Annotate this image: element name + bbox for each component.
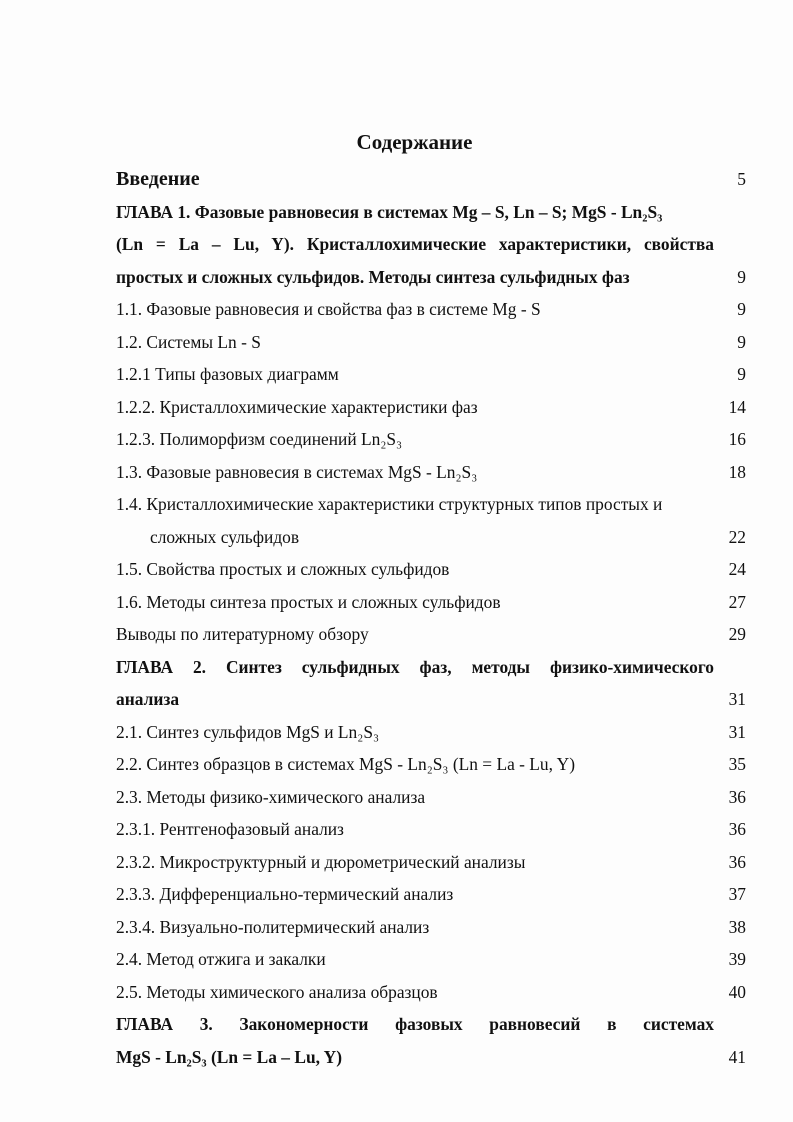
toc-entry <box>116 943 746 976</box>
toc-entry-title: 2.3.2. Микроструктурный и дюрометрический анализы <box>116 851 526 872</box>
toc-entry-title: 1.2.3. Полиморфизм соединений Ln₂S₃ <box>116 429 403 449</box>
toc-entry-page-number: 14 <box>728 396 746 417</box>
toc-entry-page-number: 37 <box>728 884 746 904</box>
toc-entry <box>116 358 746 391</box>
toc-entry <box>116 456 746 489</box>
toc-entry-title: 1.3. Фазовые равновесия в системах MgS - Ln₂S₃ <box>116 461 478 482</box>
toc-entry-title: 1.2. Системы Ln - S <box>116 331 261 352</box>
toc-entry-title: 2.3.1. Рентгенофазовый анализ <box>116 819 344 839</box>
toc-entry-title: MgS - Ln₂S₃ (Ln = La – Lu, Y) <box>116 1046 343 1067</box>
toc-entry-title: 2.4. Метод отжига и закалки <box>116 949 326 969</box>
toc-entry <box>116 683 746 716</box>
table-of-contents <box>116 163 746 1073</box>
toc-entry-page-number: 9 <box>737 364 746 384</box>
toc-entry-page-number: 40 <box>728 981 746 1002</box>
toc-entry-page-number: 35 <box>728 754 746 774</box>
toc-entry-title: 2.3.3. Дифференциально-термический анализ <box>116 884 454 904</box>
toc-entry-title: анализа <box>116 689 180 709</box>
toc-entry-page-number: 5 <box>737 169 746 189</box>
toc-entry <box>116 586 746 619</box>
toc-entry-page-number: 9 <box>737 299 746 319</box>
toc-entry <box>116 326 746 359</box>
toc-entry <box>116 651 746 684</box>
toc-entry-title: ГЛАВА 1. Фазовые равновесия в системах Mg – S, Ln – S; MgS - Ln₂S₃ <box>116 201 663 222</box>
toc-entry-page-number: 39 <box>728 949 746 969</box>
toc-entry <box>116 1008 746 1041</box>
toc-entry <box>116 423 746 456</box>
toc-entry-page-number: 9 <box>737 331 746 352</box>
toc-entry-page-number: 18 <box>728 461 746 482</box>
toc-entry-title: 1.2.2. Кристаллохимические характеристики фаз <box>116 396 478 417</box>
toc-entry-page-number: 31 <box>728 721 746 742</box>
toc-entry-title: 1.5. Свойства простых и сложных сульфидов <box>116 559 450 579</box>
toc-entry-title: 2.2. Синтез образцов в системах MgS - Ln₂S₃ (Ln = La - Lu, Y) <box>116 754 575 774</box>
toc-entry-page-number: 29 <box>728 624 746 644</box>
toc-entry <box>116 163 746 196</box>
toc-entry <box>116 911 746 944</box>
toc-entry <box>116 1041 746 1074</box>
toc-entry-title: Введение <box>116 168 200 190</box>
toc-entry <box>116 878 746 911</box>
toc-entry-page-number: 36 <box>728 851 746 872</box>
page-title: Содержание <box>356 130 473 154</box>
toc-entry-title: простых и сложных сульфидов. Методы синтеза сульфидных фаз <box>116 266 630 287</box>
toc-entry-page-number: 27 <box>728 591 746 612</box>
toc-entry <box>116 293 746 326</box>
toc-entry-page-number: 31 <box>728 689 746 709</box>
toc-entry-title: 1.6. Методы синтеза простых и сложных сульфидов <box>116 591 501 612</box>
toc-entry-title: 2.3.4. Визуально-политермический анализ <box>116 916 430 937</box>
toc-entry <box>116 618 746 651</box>
toc-entry-title: 2.3. Методы физико-химического анализа <box>116 786 426 807</box>
toc-entry-title: 1.1. Фазовые равновесия и свойства фаз в системе Mg - S <box>116 299 541 319</box>
toc-entry-title: Выводы по литературному обзору <box>116 624 369 644</box>
toc-entry <box>116 553 746 586</box>
toc-entry <box>116 846 746 879</box>
toc-entry-title: 1.4. Кристаллохимические характеристики структурных типов простых и <box>116 494 663 514</box>
toc-entry <box>116 488 746 521</box>
toc-entry-page-number: 22 <box>728 526 746 547</box>
toc-entry-title: (Ln = La – Lu, Y). Кристаллохимические характеристики, свойства <box>116 234 714 254</box>
toc-entry-title: 2.1. Синтез сульфидов MgS и Ln₂S₃ <box>116 721 380 742</box>
toc-entry-page-number: 36 <box>728 786 746 807</box>
toc-entry <box>116 521 746 554</box>
toc-entry-title: 2.5. Методы химического анализа образцов <box>116 981 438 1002</box>
toc-entry <box>116 196 746 229</box>
toc-entry <box>116 391 746 424</box>
toc-entry-page-number: 38 <box>728 916 746 937</box>
toc-entry-title: ГЛАВА 2. Синтез сульфидных фаз, методы физико-химического <box>116 656 714 677</box>
toc-entry-title: 1.2.1 Типы фазовых диаграмм <box>116 364 339 384</box>
toc-entry <box>116 813 746 846</box>
toc-entry <box>116 716 746 749</box>
toc-entry-title: сложных сульфидов <box>150 526 300 547</box>
toc-entry-title: ГЛАВА 3. Закономерности фазовых равновесий в системах <box>116 1014 714 1034</box>
toc-entry <box>116 228 746 261</box>
toc-entry <box>116 781 746 814</box>
toc-entry-page-number: 9 <box>737 266 746 287</box>
toc-entry-page-number: 41 <box>728 1046 746 1067</box>
toc-entry-page-number: 16 <box>728 429 746 449</box>
toc-entry-page-number: 36 <box>728 819 746 839</box>
toc-entry <box>116 748 746 781</box>
toc-entry <box>116 261 746 294</box>
toc-entry <box>116 976 746 1009</box>
toc-entry-page-number: 24 <box>728 559 746 579</box>
